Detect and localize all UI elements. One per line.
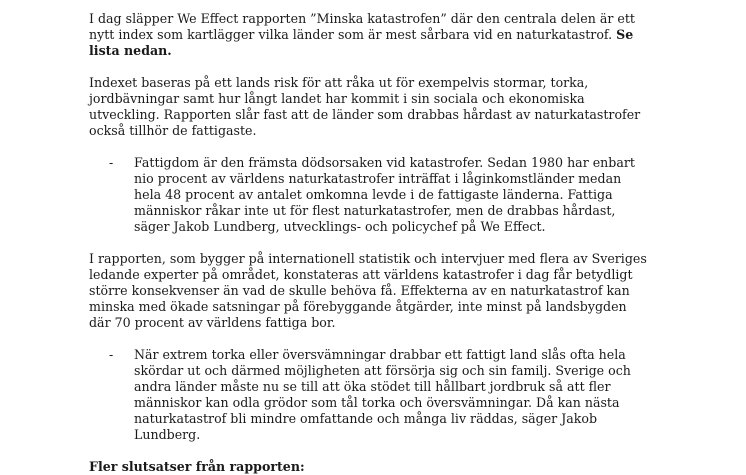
conclusions-heading: Fler slutsatser från rapporten: <box>89 459 305 474</box>
report-paragraph: I rapporten, som bygger på internationell statistik och intervjuer med flera av Sveriges ledande experter på området, konstateras att världens katastrofer i dag får betydligt större konsekvenser än vad de skulle behöva få. Effekterna av en naturkatastrof kan minska med ökade satsningar på förebyggande åtgärder, inte minst på landsbygden där 70 procent av världens fattiga bor. <box>89 251 647 330</box>
quote-poverty <box>109 155 649 235</box>
see-list-link-text: Se lista nedan. <box>89 27 634 58</box>
intro-text: I dag släpper We Effect rapporten ”Minska katastrofen” där den centrala delen är ett nytt index som kartlägger vilka länder som är mest sårbara vid en naturkatastrof. <box>89 11 635 42</box>
quote-drought-text: När extrem torka eller översvämningar drabbar ett fattigt land slås ofta hela skördar ut och därmed möjligheten att försörja sig och sin familj. Sverige och andra länder måste nu se till att öka stödet till hållbart jordbruk så att fler människor kan odla grödor som tål torka och översvämningar. Då kan nästa naturkatastrof bli mindre omfattande och många liv räddas, säger Jakob Lundberg. <box>134 347 631 442</box>
quote-poverty-text: Fattigdom är den främsta dödsorsaken vid katastrofer. Sedan 1980 har enbart nio procent av världens naturkatastrofer inträffat i låginkomstländer medan hela 48 procent av antalet omkomna levde i de fattigaste länderna. Fattiga människor råkar inte ut för flest naturkatastrofer, men de drabbas hårdast, säger Jakob Lundberg, utvecklings- och policychef på We Effect. <box>134 155 635 234</box>
quote-drought <box>109 347 649 443</box>
intro-paragraph <box>89 11 649 59</box>
quote-dash: - <box>109 155 114 170</box>
index-paragraph: Indexet baseras på ett lands risk för att råka ut för exempelvis stormar, torka, jordbävningar samt hur långt landet har kommit i sin sociala och ekonomiska utveckling. Rapporten slår fast att de länder som drabbas hårdast av naturkatastrofer också tillhör de fattigaste. <box>89 75 641 138</box>
quote-dash: - <box>109 347 114 362</box>
document-body <box>89 11 649 475</box>
